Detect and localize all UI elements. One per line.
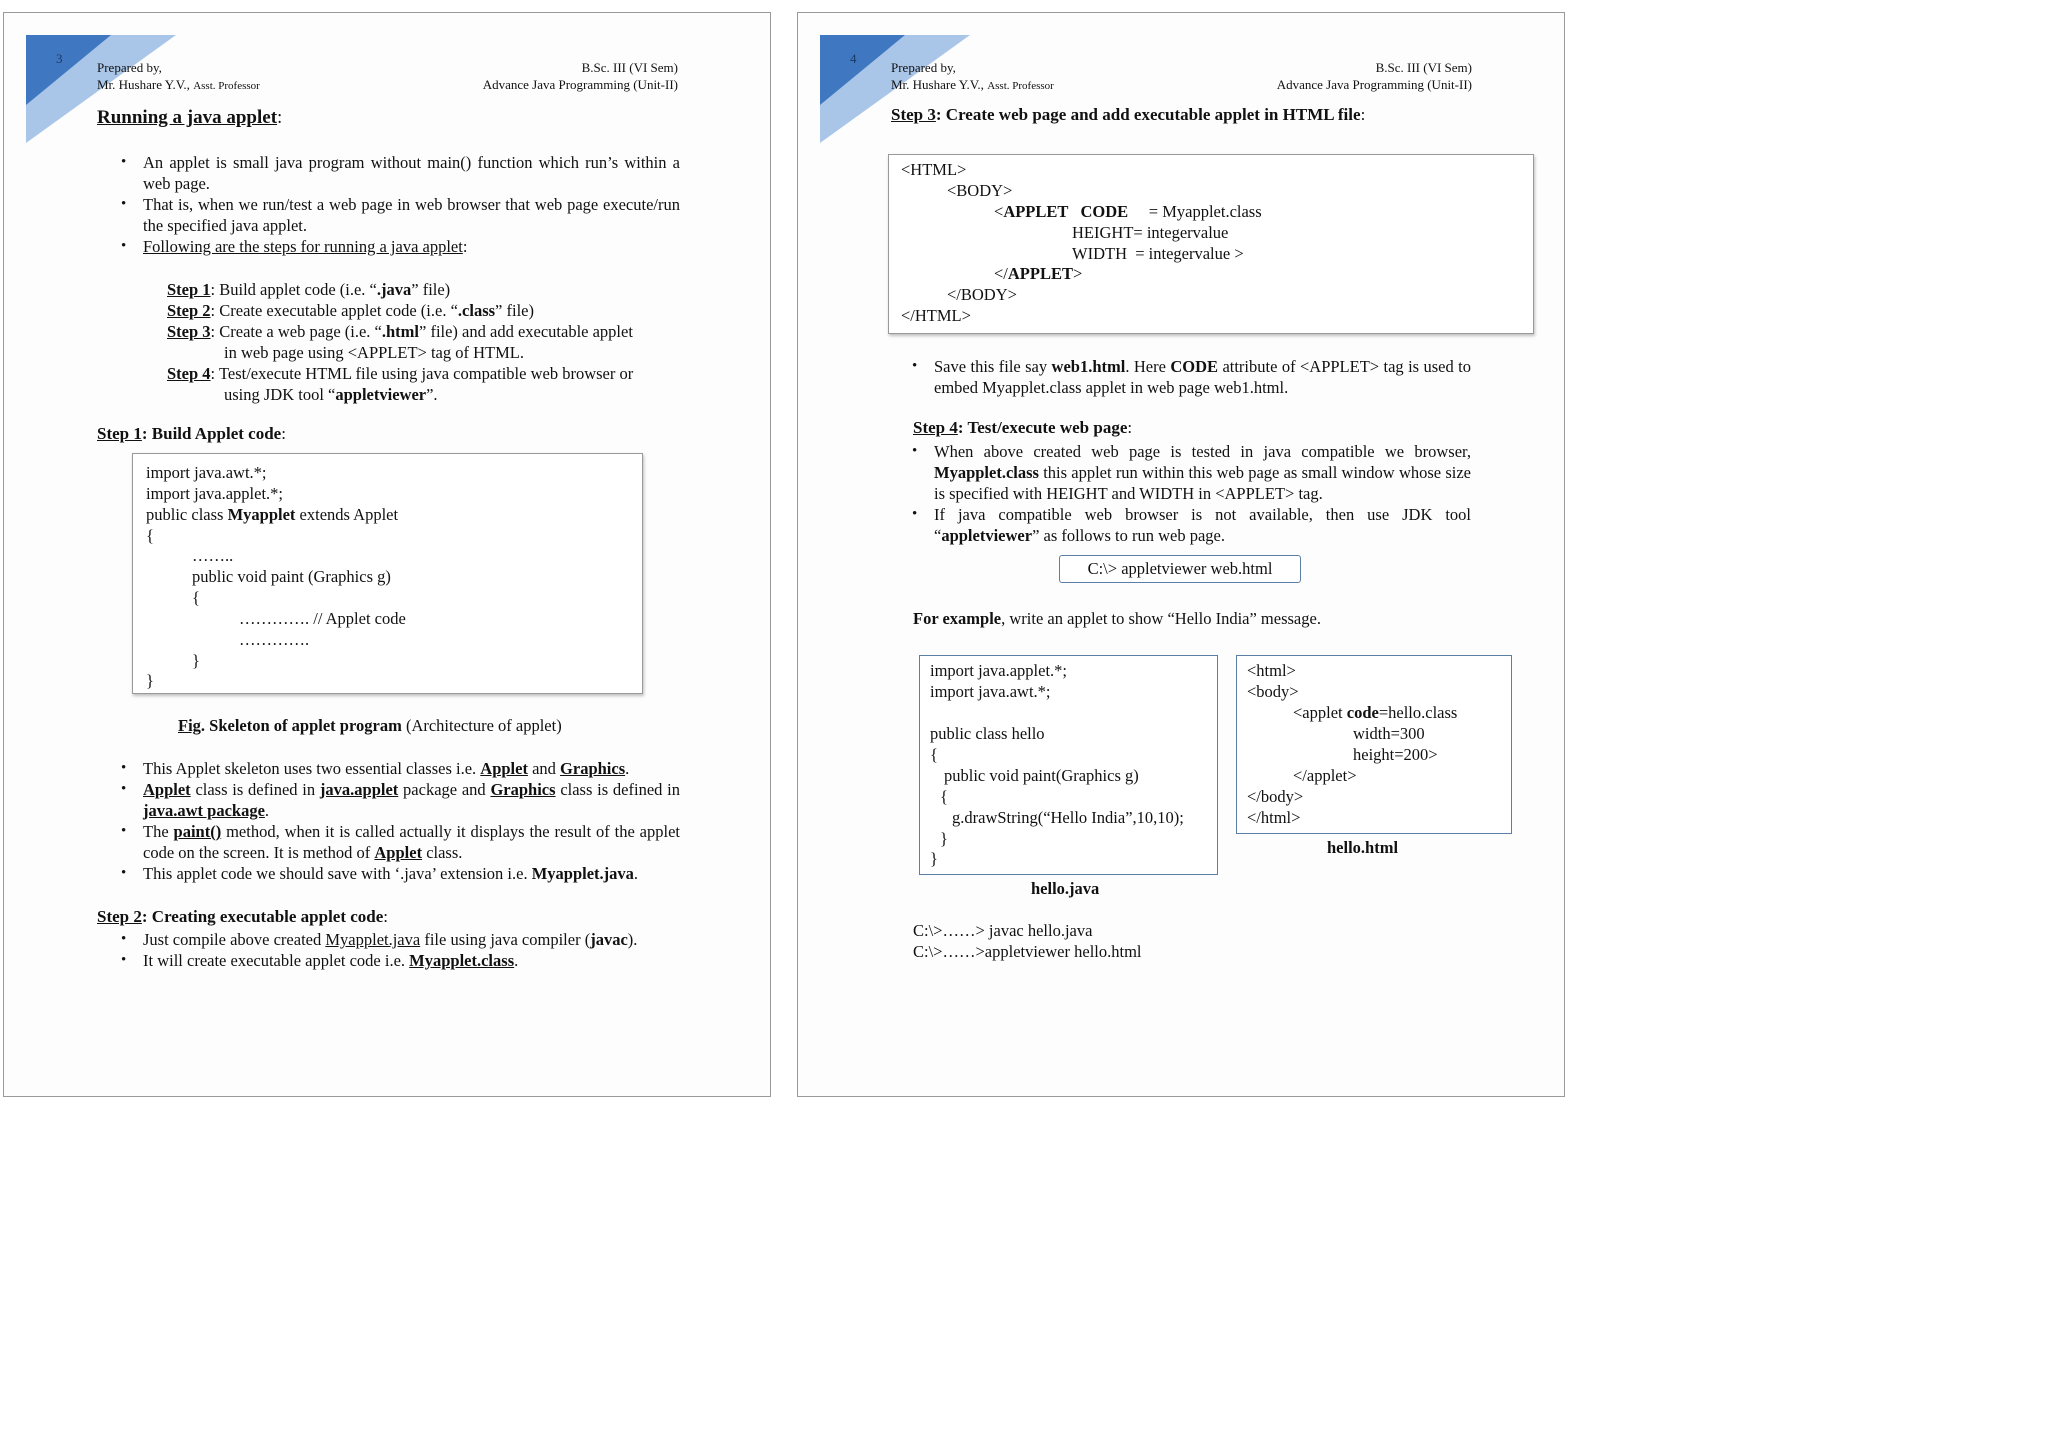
command-line: C:\>……> javac hello.java [913,921,1093,940]
step-ext: .class [457,301,496,320]
step-label: Step 2 [167,301,211,320]
hello-java-caption: hello.java [1031,879,1100,898]
code-line: { [146,526,154,545]
title-text: Running a java applet [97,107,278,128]
list-item [117,758,680,779]
step-label: Step 3 [891,105,936,124]
title-colon: : [277,107,283,128]
author-name: Mr. Hushare Y.V., [97,77,194,92]
list-item [117,821,680,863]
text: ). [627,930,638,949]
text: Save this file say [934,357,1052,376]
code-text: </ [994,264,1008,283]
list-item [117,779,680,821]
step-2-heading [97,907,388,927]
code-line: } [146,671,154,690]
step-4-heading [913,418,1132,438]
colon: : [1360,105,1366,124]
header-author [891,59,1054,95]
text: This applet code we should save with ‘.java’ extension i.e. [143,864,532,883]
code-line: <body> [1247,682,1299,701]
command-line: C:\>……>appletviewer hello.html [913,942,1142,961]
keyword: javac [590,930,628,949]
keyword: CODE [1170,357,1219,376]
text: It will create executable applet code i.e. [143,951,410,970]
colon: : [1127,418,1133,437]
code-line: public void paint (Graphics g) [192,567,391,586]
code-text: public class [146,505,228,524]
step-label: Step 2 [97,907,142,926]
step-3-continued: in web page using <APPLET> tag of HTML. [224,343,524,362]
list-item [117,950,680,971]
keyword: Myapplet.java [531,864,634,883]
list-item [117,929,680,950]
list-item: • Following are the steps for running a java applet: [117,236,680,257]
keyword: java.awt package [143,801,265,820]
code-line: </BODY> [947,285,1017,304]
code-line: } [930,849,938,868]
code-line [994,264,1082,285]
code-line: …………. [239,630,310,649]
author-line [891,76,1054,95]
keyword: Applet [480,759,528,778]
steps-summary [167,279,687,405]
colon: : [281,424,286,443]
step-title: : Test/execute web page [957,418,1128,437]
hello-java-code [919,655,1218,875]
step-text: : Test/execute HTML file using java compatible web browser or [210,364,634,383]
hello-html-caption: hello.html [1327,838,1399,857]
example-text: , write an applet to show “Hello India” message. [1001,609,1321,628]
code-line: width=300 [1353,724,1425,743]
step-ext: .java [376,280,412,299]
step-text: ” file) [411,280,451,299]
code-line: height=200> [1353,745,1438,764]
code-line: g.drawString(“Hello India”,10,10); [952,808,1184,827]
code-line: public class hello [930,724,1045,743]
text: ” as follows to run web page. [1032,526,1225,545]
tool-name: appletviewer [335,385,427,404]
text: package and [398,780,491,799]
step-ext: .html [381,322,419,341]
fig-title: . Skeleton of applet program [200,716,402,735]
code-line: </body> [1247,787,1304,806]
file-name: Myapplet.java [325,930,421,949]
code-line: } [192,651,200,670]
code-text: <applet [1293,703,1347,722]
code-line: <HTML> [901,160,967,179]
step-text: : Build applet code (i.e. “ [210,280,377,299]
code-line: WIDTH = integervalue > [1072,244,1244,263]
step-label: Step 3 [167,322,211,341]
list-item [908,441,1471,504]
tag-name: APPLET [1007,264,1073,283]
command-box: C:\> appletviewer web.html [1059,555,1301,583]
header-course [483,59,678,93]
code-line: } [940,829,948,848]
run-commands [913,920,1142,962]
keyword: java.applet [319,780,399,799]
code-line: HEIGHT= integervalue [1072,223,1229,242]
keyword: Graphics [560,759,626,778]
text: The [143,822,174,841]
text: class is defined in [555,780,681,799]
page-4 [797,12,1565,1097]
code-line: <BODY> [947,181,1013,200]
text: . [625,759,630,778]
page-number: 4 [850,51,857,66]
code-line: { [192,588,200,607]
code-text: < [994,202,1004,221]
save-note [908,356,1471,398]
code-text: extends Applet [295,505,399,524]
page-number: 3 [56,51,63,66]
list-item [117,863,680,884]
code-line: import java.applet.*; [930,661,1068,680]
step-label: Step 1 [97,424,142,443]
header-course [1277,59,1472,93]
header-author [97,59,260,95]
code-line: import java.awt.*; [930,682,1051,701]
course: B.Sc. III (VI Sem) [1375,60,1472,75]
author-line [97,76,260,95]
subject: Advance Java Programming (Unit-II) [482,77,678,92]
list-item: • An applet is small java program without main() function which run’s within a web page. [117,152,680,194]
text: . Here [1125,357,1171,376]
class-name: Myapplet [227,505,296,524]
step-4-summary [167,363,687,384]
html-applet-code [888,154,1534,334]
file-name: web1.html [1051,357,1126,376]
code-line: { [930,745,938,764]
tag-name: APPLET CODE [1003,202,1129,221]
step-text: using JDK tool “ [224,385,336,404]
text: class is defined in [190,780,320,799]
step-text: : Create executable applet code (i.e. “ [210,301,458,320]
text: method, when it is called actually it displays the result of the applet code on the screen. It is method of [143,822,680,862]
code-line: </html> [1247,808,1301,827]
text: This Applet skeleton uses two essential classes i.e. [143,759,481,778]
step-text: ” file) and add executable applet [419,322,633,341]
code-text: = Myapplet.class [1128,202,1262,221]
step-3-heading [891,105,1365,125]
step-title: : Build Applet code [141,424,282,443]
attribute-name: code [1346,703,1379,722]
list-item: • That is, when we run/test a web page in web browser that web page execute/run the specified java applet. [117,194,680,236]
text: this applet run within this web page as small window whose size is specified with HEIGHT and WIDTH in <APPLET> tag. [934,463,1471,503]
code-line: { [940,787,948,806]
keyword: Applet [143,780,191,799]
step-title: : Create web page and add executable applet in HTML file [935,105,1361,124]
subject: Advance Java Programming (Unit-II) [1276,77,1472,92]
step-text: ” file) [495,301,534,320]
intro-list [117,152,680,257]
step-title: : Creating executable applet code [141,907,384,926]
prepared-by: Prepared by, [891,60,956,75]
code-line: </applet> [1293,766,1357,785]
step-text: : Create a web page (i.e. “ [210,322,382,341]
step-4-continued [167,384,687,405]
text: If java compatible web browser is not available, then use JDK tool “ [934,505,1471,545]
step-label: Step 4 [913,418,958,437]
page-3 [3,12,771,1097]
code-text: > [1072,264,1083,283]
code-line: public void paint(Graphics g) [944,766,1139,785]
text: When above created web page is tested in java compatible we browser, [934,442,1471,461]
keyword: paint() [173,822,222,841]
figure-caption [178,715,562,736]
page-title [97,107,282,129]
code-line: …………. // Applet code [239,609,406,628]
text: class. [422,843,463,862]
file-name: Myapplet.class [409,951,515,970]
step-1-summary [167,279,687,300]
keyword: Graphics [490,780,556,799]
example-label: For example [913,609,1002,628]
applet-skeleton-code [132,453,643,694]
code-line: …….. [192,546,234,565]
keyword: Applet [374,843,423,862]
text: . [264,801,270,820]
text: Just compile above created [143,930,326,949]
text: . [514,951,519,970]
step-2-summary [167,300,687,321]
step-label: Step 1 [167,280,211,299]
keyword: Myapplet.class [934,463,1039,482]
skeleton-points [117,758,680,884]
author-title: Asst. Professor [987,80,1054,92]
code-line [146,505,398,526]
list-item [908,356,1471,398]
step-text: ”. [426,385,438,404]
step-3-summary [167,321,687,342]
text: and [527,759,561,778]
author-name: Mr. Hushare Y.V., [891,77,988,92]
step-2-points [117,929,680,971]
code-line: </HTML> [901,306,971,325]
text: attribute of <APPLET> tag is used to embed Myapplet.class applet in web page web1.html. [934,357,1471,397]
code-line: import java.applet.*; [146,484,284,503]
hello-html-code [1236,655,1512,834]
code-line [1293,703,1457,724]
keyword: appletviewer [941,526,1033,545]
step-4-points [908,441,1471,546]
author-title: Asst. Professor [193,80,260,92]
course: B.Sc. III (VI Sem) [581,60,678,75]
list-item [908,504,1471,546]
code-line: <html> [1247,661,1296,680]
code-text: =hello.class [1378,703,1458,722]
fig-label: Fig [178,716,201,735]
text: . [633,864,639,883]
code-line [994,202,1262,223]
step-label: Step 4 [167,364,211,383]
prepared-by: Prepared by, [97,60,162,75]
colon: : [383,907,389,926]
text: file using java compiler ( [420,930,591,949]
code-line: import java.awt.*; [146,463,267,482]
step-1-heading [97,424,286,444]
example-line [913,608,1321,629]
steps-intro: Following are the steps for running a java applet [143,237,463,256]
fig-subtitle: (Architecture of applet) [401,716,562,735]
